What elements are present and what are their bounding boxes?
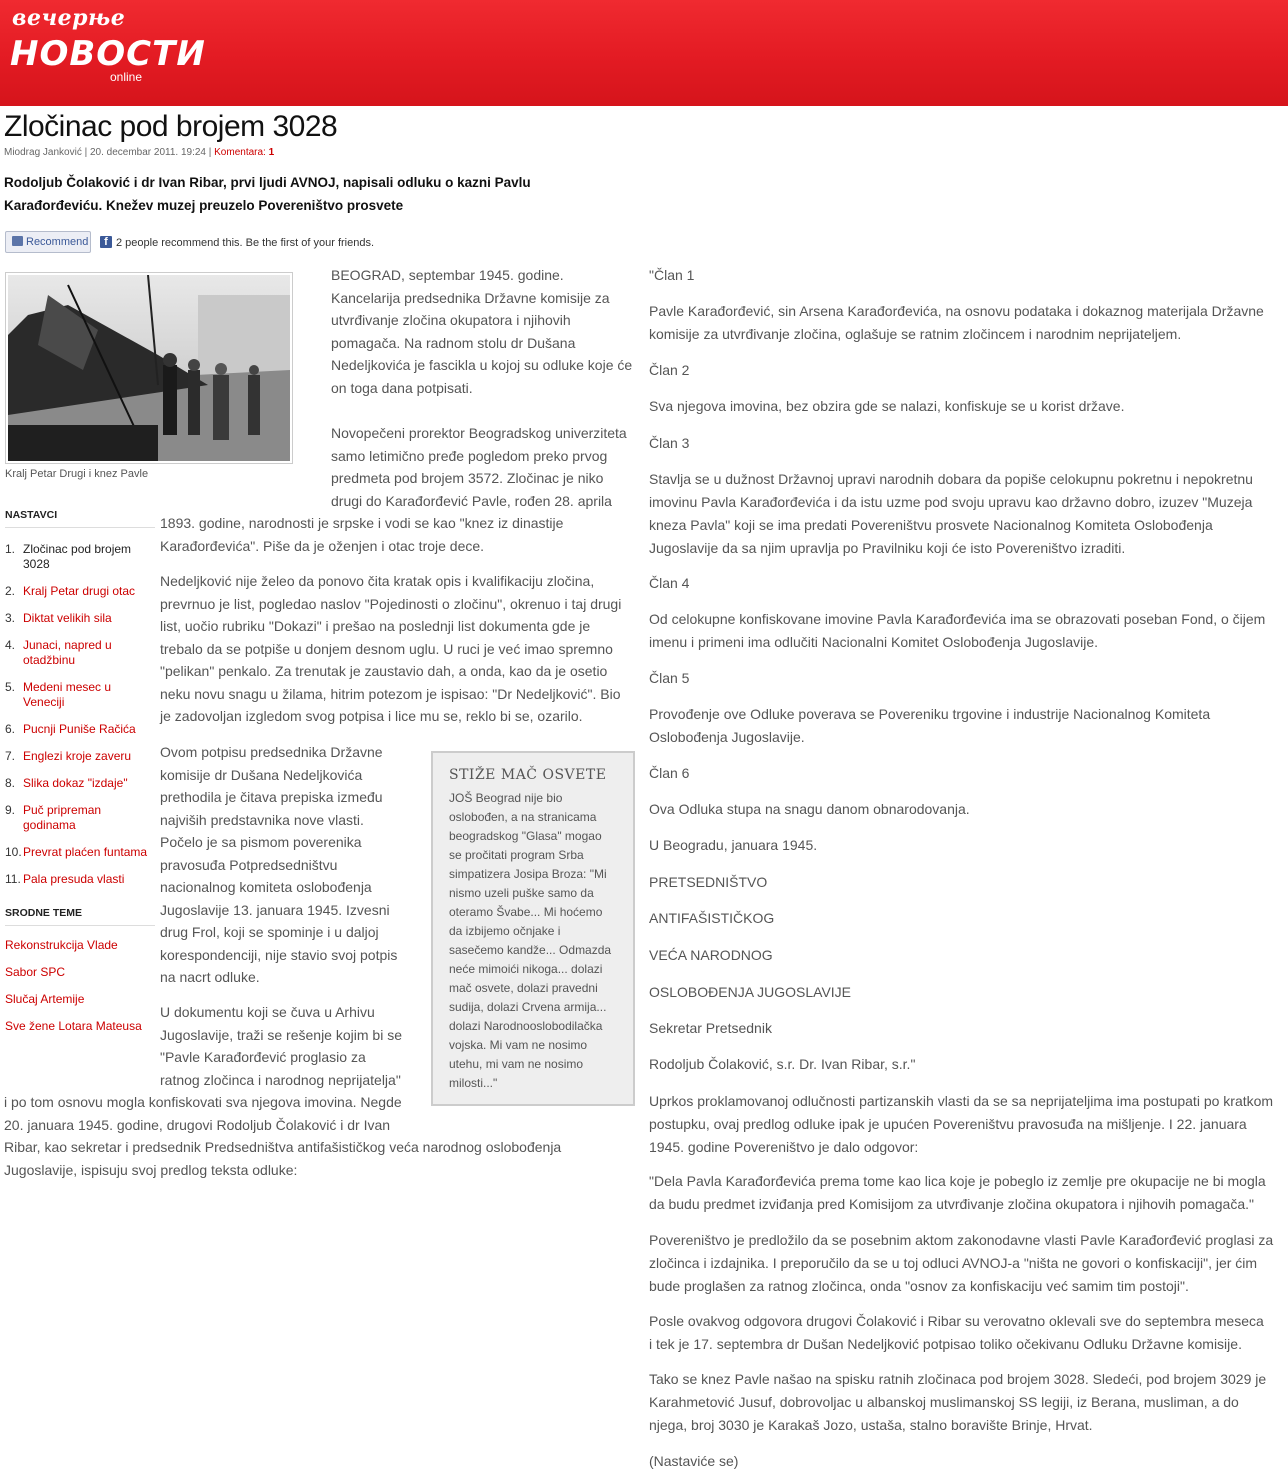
decision-paragraph: Član 4 xyxy=(649,575,690,591)
decision-paragraph: Tako se knez Pavle našao na spisku ratnih zločinaca pod brojem 3028. Sledeći, pod brojem 3029 je Karahmetović Jusuf, dobrovoljac u albanskoj muslimanskoj SS legiji, iz Berana, musliman, a do njega, broj 3030 je Karakaš Jozo, ustaša, stalno boravište Brinje, Hrvat. xyxy=(649,1371,1267,1433)
recommend-button[interactable] xyxy=(5,231,91,253)
decision-paragraph: ANTIFAŠISTIČKOG xyxy=(649,910,775,926)
photo-caption: Kralj Petar Drugi i knez Pavle xyxy=(5,468,149,480)
related-topic-link[interactable]: Sabor SPC xyxy=(5,965,66,979)
related-topic-link[interactable]: Sve žene Lotara Mateusa xyxy=(5,1019,142,1033)
series-item-link[interactable]: Puč pripreman godinama xyxy=(23,803,102,832)
body-paragraph: i po tom osnovu mogla konfiskovati sva njegova imovina. Negde 20. januara 1945. godine, drugovi Rodoljub Čolaković i dr Ivan Ribar, kao sekretar i predsednik Predsedništva antifašističkog veća narodnog oslobođenja Jugoslavije, ispisuju svoj predlog teksta odluke: xyxy=(4,1094,562,1178)
article-title: Zločinac pod brojem 3028 xyxy=(4,110,338,143)
article-photo[interactable] xyxy=(5,272,293,464)
decision-paragraph: Član 3 xyxy=(649,435,690,451)
decision-paragraph: Pavle Karađorđević, sin Arsena Karađorđevića, na osnovu podataka i dokaznog materijala Državne komisije za utvrđivanje zločina, oglašuje se ratnim zločincem i narodnim neprijateljem. xyxy=(649,303,1264,342)
decision-paragraph: (Nastaviće se) xyxy=(649,1453,739,1469)
series-item-number: 2. xyxy=(5,584,16,598)
decision-paragraph: Ova Odluka stupa na snagu danom obnarodovanja. xyxy=(649,801,970,817)
series-item-number: 11. xyxy=(5,872,21,886)
decision-paragraph: Posle ovakvog odgovora drugovi Čolaković i Ribar su verovatno oklevali sve do septembra meseca i tek je 17. septembra dr Dušan Nedeljković potpisao toliko očekivanu Odluku Državne komisije. xyxy=(649,1313,1264,1352)
article-byline xyxy=(4,147,274,158)
facebook-icon: f xyxy=(100,236,112,248)
series-item-link[interactable]: Kralj Petar drugi otac xyxy=(23,584,136,598)
box-title: STIŽE MAČ OSVETE xyxy=(449,767,607,783)
decision-paragraph: Od celokupne konfiskovane imovine Pavla Karađorđevića ima se obrazovati poseban Fond, o čijem imenu i primeni ima odlučiti Nacionalni Komitet Oslobođenja Jugoslavije. xyxy=(649,611,1266,650)
article-lead: Rodoljub Čolaković i dr Ivan Ribar, prvi ljudi AVNOJ, napisali odluku o kazni Pavlu Karađorđeviću. Knežev muzej preuzelo Povereništvo prosvete xyxy=(4,175,531,213)
author-name: Miodrag Janković xyxy=(4,147,82,158)
decision-paragraph: Sekretar Pretsednik xyxy=(649,1020,772,1036)
site-header xyxy=(0,0,1288,106)
body-paragraph: BEOGRAD, septembar 1945. godine. Kancelarija predsednika Državne komisije za utvrđivanje zločina okupatora i njihovih pomagača. Na radnom stolu dr Dušana Nedeljkovića je fascikla u kojoj su odluke koje će on toga dana potpisati. xyxy=(331,267,633,396)
series-item-link: Zločinac pod brojem 3028 xyxy=(23,542,132,571)
series-item-link[interactable]: Prevrat plaćen funtama xyxy=(23,845,148,859)
photo-image xyxy=(8,275,290,461)
recommend-label: Recommend xyxy=(26,236,89,248)
decision-paragraph: VEĆA NARODNOG xyxy=(649,947,773,963)
decision-paragraph: "Dela Pavla Karađorđevića prema tome kao lica koje je pobeglo iz zemlje pre okupacije ne bi mogla da budu predmet izviđanja pred Komisijom za utvrđivanje zločina okupatora i njihovih pomagača." xyxy=(649,1173,1266,1212)
series-item-link[interactable]: Diktat velikih sila xyxy=(23,611,112,625)
series-item-number: 10. xyxy=(5,845,22,859)
series-item-number: 8. xyxy=(5,776,16,790)
decision-paragraph: Stavlja se u dužnost Državnoj upravi narodnih dobara da popiše celokupnu pokretnu i nepokretnu imovinu Pavla Karađorđevića i da istu uzme pod svoju upravu kao državno dobro, izuzev "Muzeja kneza Pavla" koji se ima predati Povereništvu prosvete Nacionalnog Komiteta Oslobođenja Jugoslavije da sa njim upravlja po Pravilniku koji će isto Povereništvo izraditi. xyxy=(649,471,1253,556)
series-item-link[interactable]: Pucnji Puniše Račića xyxy=(23,722,136,736)
decision-paragraph: Član 6 xyxy=(649,765,690,781)
series-item-number: 6. xyxy=(5,722,16,736)
series-item-number: 5. xyxy=(5,680,16,694)
series-item-link[interactable]: Pala presuda vlasti xyxy=(23,872,125,886)
series-item-number: 9. xyxy=(5,803,16,817)
thumbs-up-icon xyxy=(12,236,23,246)
logo-top-text[interactable]: вечерње xyxy=(12,5,126,31)
decision-paragraph: Član 5 xyxy=(649,670,690,686)
series-item-number: 3. xyxy=(5,611,16,625)
series-item-link[interactable]: Slika dokaz "izdaje" xyxy=(23,776,128,790)
box-body: JOŠ Beograd nije bio oslobođen, a na stranicama beogradskog "Glasa" mogao se pročitati program Srba simpatizera Josipa Broza: "Mi nismo uzeli puške samo da oteramo Švabe... Mi hoćemo da izbijemo očnjake i sasečemo kandže... Odmazda neće mimoići nikoga... dolazi mač osvete, dolazi pravedni sudija, dolazi Crvena armija... dolazi Narodnooslobodilačka vojska. Mi vam ne nosimo utehu, mi vam ne nosimo milosti..." xyxy=(449,791,612,1090)
series-item-link[interactable]: Junaci, napred u otadžbinu xyxy=(23,638,112,667)
series-item-number: 4. xyxy=(5,638,16,652)
decision-paragraph: Rodoljub Čolaković, s.r. Dr. Ivan Ribar, s.r." xyxy=(649,1056,916,1072)
publish-date: | 20. decembar 2011. 19:24 | xyxy=(84,147,212,158)
decision-paragraph: Član 2 xyxy=(649,362,690,378)
comments-count[interactable]: 1 xyxy=(268,147,275,158)
decision-paragraph: Provođenje ove Odluke poverava se Povereniku trgovine i industrije Nacionalnog Komiteta Oslobođenja Jugoslavije. xyxy=(649,706,1211,745)
series-item-link[interactable]: Medeni mesec u Veneciji xyxy=(23,680,112,709)
logo-sub-text: online xyxy=(110,70,143,84)
decision-paragraph: Sva njegova imovina, bez obzira gde se nalazi, konfiskuje se u korist države. xyxy=(649,398,1125,414)
sidebar-box xyxy=(431,751,635,1106)
series-heading: NASTAVCI xyxy=(5,509,155,528)
series-item-link[interactable]: Englezi kroje zaveru xyxy=(23,749,132,763)
decision-paragraph: "Član 1 xyxy=(649,267,695,283)
body-paragraph: Ovom potpisu predsednika Državne komisije dr Dušana Nedeljkovića prethodila je čitava prepiska između najviših predstavnika nove vlasti. Počelo je sa pismom poverenika pravosuđa Potpredsedništvu nacionalnog komiteta oslobođenja Jugoslavije 13. januara 1945. Izvesni drug Frol, koji se spominje i u daljoj korespondenciji, nije stavio svoj potpis na nacrt odluke. xyxy=(160,744,398,985)
site-logo[interactable]: НОВОСТИ xyxy=(10,34,206,74)
decision-paragraph: OSLOBOĐENJA JUGOSLAVIJE xyxy=(649,984,852,1000)
body-paragraph: 1893. godine, narodnosti je srpske i vodi se kao "knez iz dinastije Karađorđevića". Piše da je oženjen i otac troje dece. xyxy=(160,515,564,554)
recommend-count-text: 2 people recommend this. Be the first of your friends. xyxy=(116,237,375,249)
body-paragraph: Novopečeni prorektor Beogradskog univerziteta samo letimično pređe pogledom preko prvog predmeta pod brojem 3572. Zločinac je niko drugi do Karađorđević Pavle, rođen 28. aprila xyxy=(331,425,627,509)
body-paragraph: Nedeljković nije želeo da ponovo čita kratak opis i kvalifikaciju zločina, prevrnuo je list, pogledao naslov "Pojedinosti o zločinu", okrenuo i taj drugi list, uočio rubriku "Dokazi" i prešao na poslednji list dokumenta gde je trebalo da se potpiše u donjem desnom uglu. U ruci je već imao spremno "pelikan" penkalo. Za trenutak je zaustavio dah, a onda, kao da je osetio neku novu snagu u žilama, hitrim potezom je ispisao: "Dr Nedeljković". Bio je zadovoljan izgledom svog potpisa i lice mu se, reklo bi se, ozarilo. xyxy=(160,573,622,724)
related-heading: SRODNE TEME xyxy=(5,907,155,926)
decision-paragraph: PRETSEDNIŠTVO xyxy=(649,874,768,890)
series-item-number: 1. xyxy=(5,542,16,556)
decision-paragraph: Uprkos proklamovanoj odlučnosti partizanskih vlasti da se sa neprijateljima ima postupati po kratkom postupku, ovaj predlog odluke ipak je upućen Povereništvu pravosuđa na mišljenje. I 22. januara 1945. godine Povereništvo je dalo odgovor: xyxy=(649,1093,1274,1155)
series-item-number: 7. xyxy=(5,749,16,763)
decision-paragraph: U Beogradu, januara 1945. xyxy=(649,837,818,853)
body-paragraph: U dokumentu koji se čuva u Arhivu Jugoslavije, traži se rešenje kojim bi se "Pavle Karađorđević proglasio za ratnog zločinca i narodnog neprijatelja" xyxy=(160,1004,402,1088)
comments-link[interactable]: Komentara: xyxy=(214,147,266,158)
related-topic-link[interactable]: Rekonstrukcija Vlade xyxy=(5,938,118,952)
decision-paragraph: Povereništvo je predložilo da se posebnim aktom zakonodavne vlasti Pavle Karađorđević proglasi za zločinca i izdajnika. I preporučilo da se u toj odluci AVNOJ-a "ništa ne govori o konfiskaciji", jer ćim bude proglašen za ratnog zločinca, onda "osnov za konfiskaciju već samim tim postoji". xyxy=(649,1232,1274,1294)
related-topic-link[interactable]: Slučaj Artemije xyxy=(5,992,85,1006)
